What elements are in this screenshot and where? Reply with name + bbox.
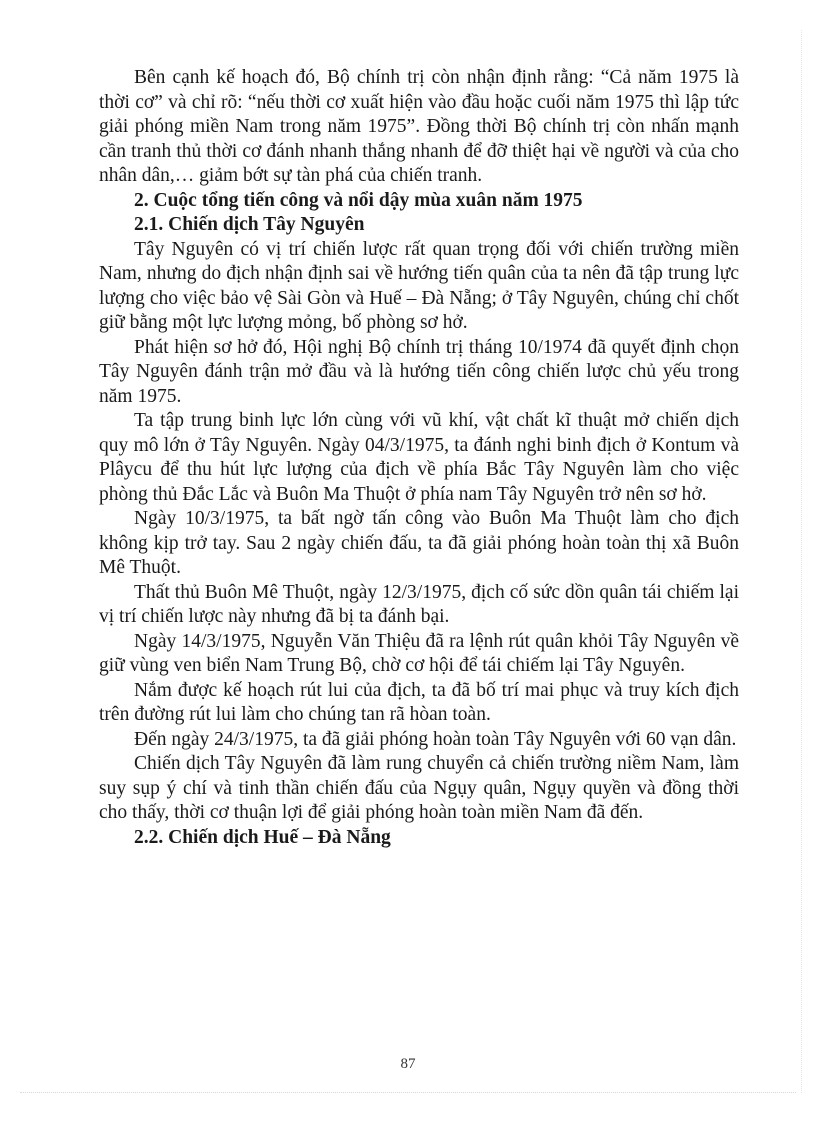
paragraph: Ngày 10/3/1975, ta bất ngờ tấn công vào Buôn Ma Thuột làm cho địch không kịp trở tay. Sau 2 ngày chiến đấu, ta đã giải phóng hoàn toàn thị xã Buôn Mê Thuột.	[99, 508, 739, 578]
section-heading: 2. Cuộc tổng tiến công và nổi dậy mùa xuân năm 1975	[134, 189, 583, 211]
paragraph: Nắm được kế hoạch rút lui của địch, ta đã bố trí mai phục và truy kích địch trên đường rút lui làm cho chúng tan rã hòan toàn.	[99, 679, 739, 725]
subsection-heading: 2.1. Chiến dịch Tây Nguyên	[134, 214, 365, 235]
paragraph: Chiến dịch Tây Nguyên đã làm rung chuyển cả chiến trường niềm Nam, làm suy sụp ý chí và tinh thần chiến đấu của Ngụy quân, Ngụy quyền và đồng thời cho thấy, thời cơ thuận lợi để giải phóng hoàn toàn miền Nam đã đến.	[99, 753, 739, 823]
paragraph: Bên cạnh kế hoạch đó, Bộ chính trị còn nhận định rằng: “Cả năm 1975 là thời cơ” và chỉ rõ: “nếu thời cơ xuất hiện vào đầu hoặc cuối năm 1975 thì lập tức giải phóng miền Nam trong năm 1975”. Đồng thời Bộ chính trị còn nhấn mạnh cần tranh thủ thời cơ đánh nhanh thắng nhanh để đỡ thiệt hại về người và của cho nhân dân,… giảm bớt sự tàn phá của chiến tranh.	[99, 67, 739, 186]
paragraph: Đến ngày 24/3/1975, ta đã giải phóng hoàn toàn Tây Nguyên với 60 vạn dân.	[134, 728, 737, 750]
document-body	[99, 66, 739, 850]
page-number: 87	[400, 1056, 416, 1072]
paragraph: Phát hiện sơ hở đó, Hội nghị Bộ chính trị tháng 10/1974 đã quyết định chọn Tây Nguyên đánh trận mở đầu và là hướng tiến công chiến lược chủ yếu trong năm 1975.	[99, 336, 739, 407]
subsection-heading: 2.2. Chiến dịch Huế – Đà Nẵng	[134, 826, 391, 848]
paragraph: Ngày 14/3/1975, Nguyễn Văn Thiệu đã ra lệnh rút quân khỏi Tây Nguyên về giữ vùng ven biển Nam Trung Bộ, chờ cơ hội để tái chiếm lại Tây Nguyên.	[99, 630, 739, 676]
paragraph: Tây Nguyên có vị trí chiến lược rất quan trọng đối với chiến trường miền Nam, nhưng do địch nhận định sai về hướng tiến quân của ta nên đã tập trung lực lượng cho việc bảo vệ Sài Gòn và Huế – Đà Nẵng; ở Tây Nguyên, chúng chỉ chốt giữ bằng một lực lượng mỏng, bố phòng sơ hở.	[99, 238, 739, 333]
margin-guide-right	[801, 30, 802, 1093]
page-bottom-divider	[20, 1092, 796, 1093]
paragraph: Ta tập trung binh lực lớn cùng với vũ khí, vật chất kĩ thuật mở chiến dịch quy mô lớn ở Tây Nguyên. Ngày 04/3/1975, ta đánh nghi binh địch ở Kontum và Plâycu để thu hút lực lượng của địch về phía Bắc Tây Nguyên làm cho việc phòng thủ Đắc Lắc và Buôn Ma Thuột ở phía nam Tây Nguyên trở nên sơ hở.	[99, 410, 739, 505]
paragraph: Thất thủ Buôn Mê Thuột, ngày 12/3/1975, địch cố sức dồn quân tái chiếm lại vị trí chiến lược này nhưng đã bị ta đánh bại.	[99, 581, 739, 627]
